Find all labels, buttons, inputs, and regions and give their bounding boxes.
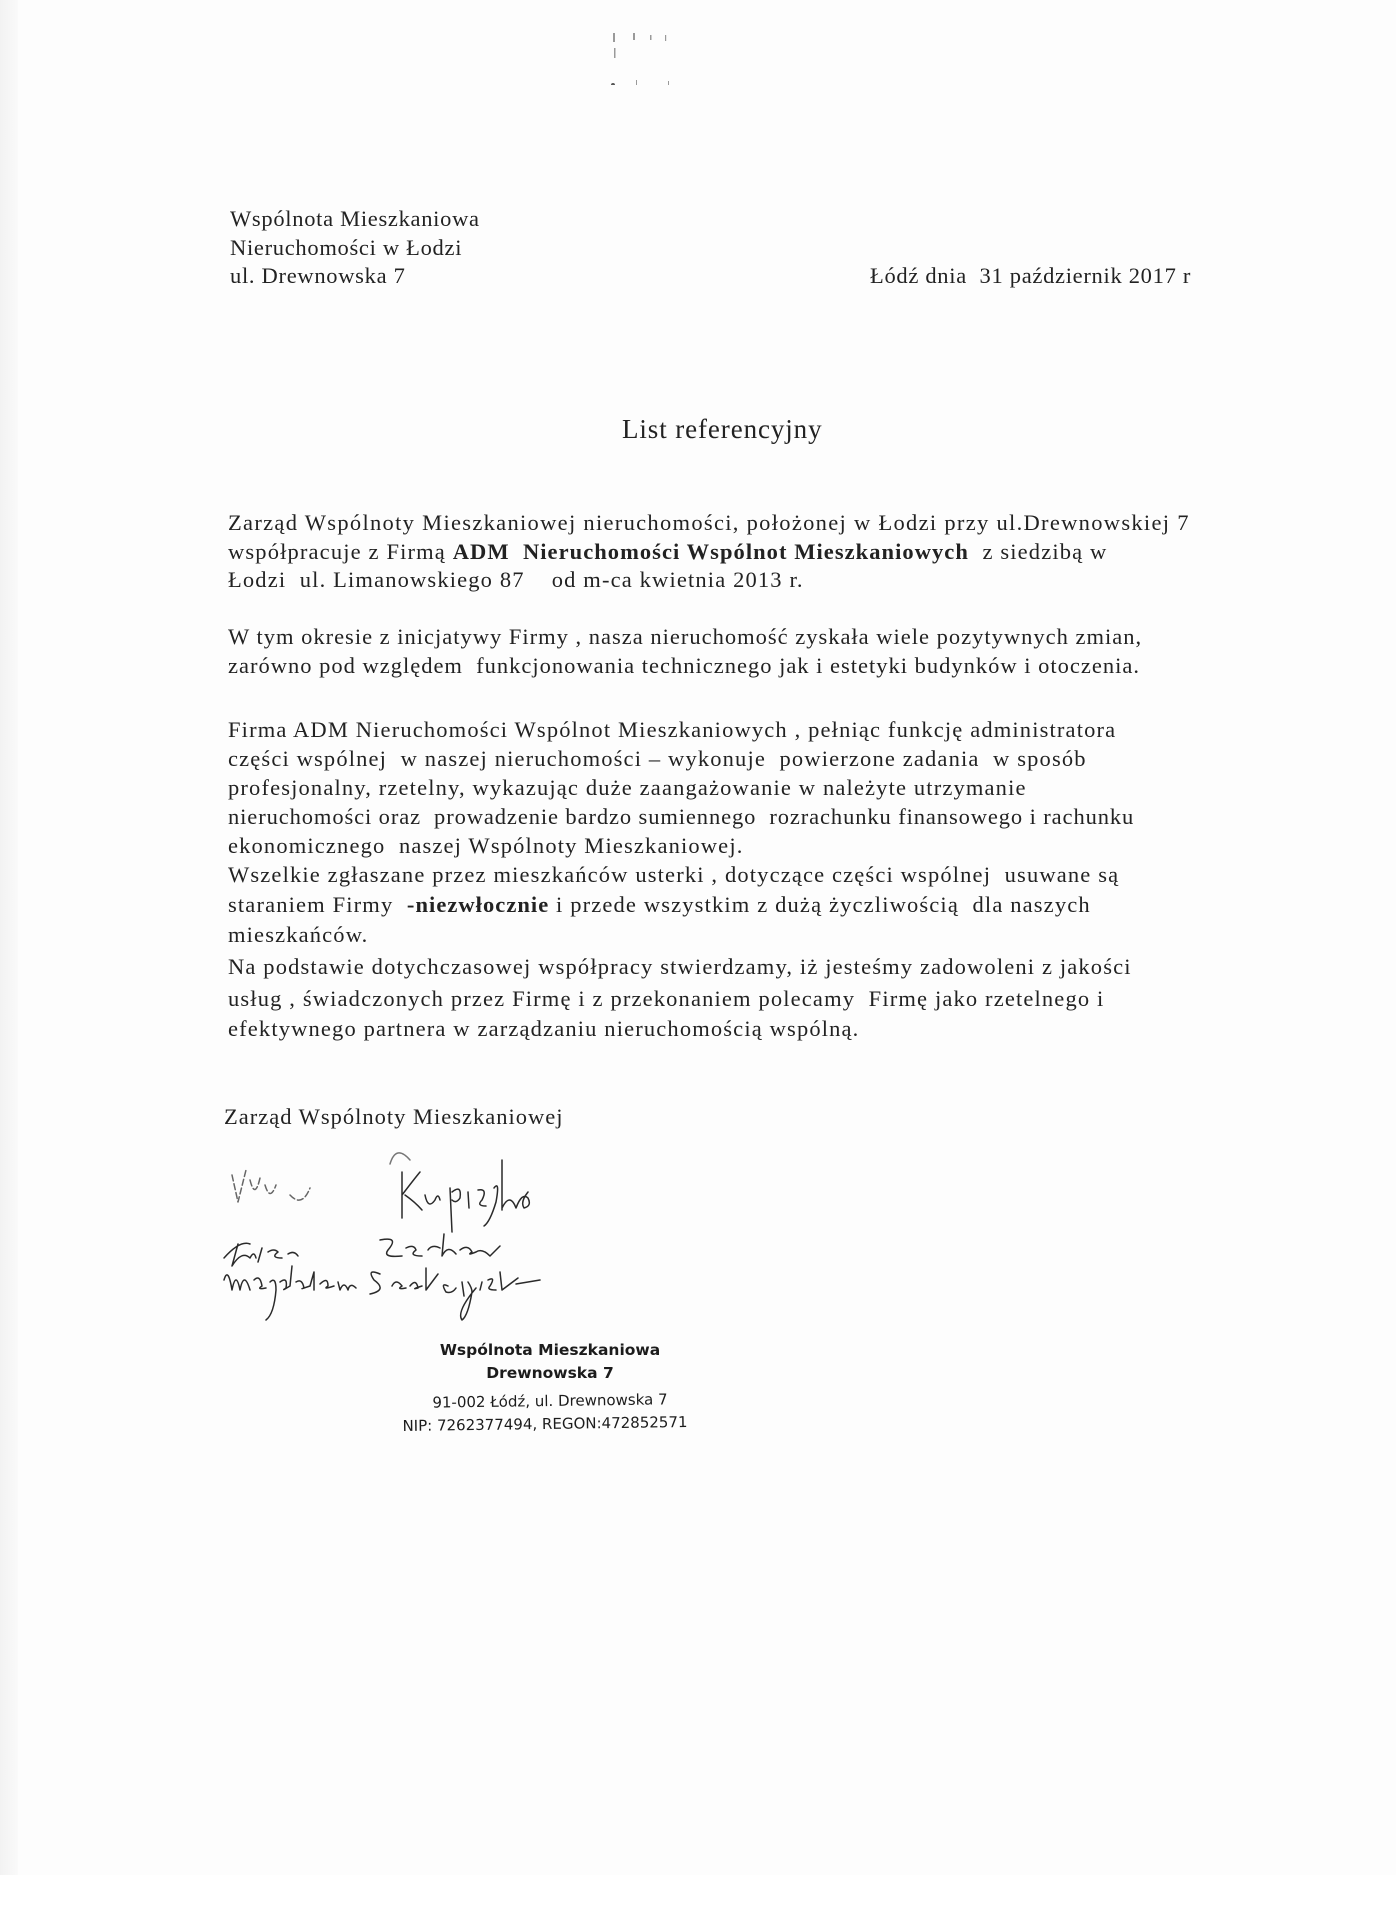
stamp-address: 91-002 Łódź, ul. Drewnowska 7 <box>432 1390 668 1412</box>
signature-1-surname <box>390 1153 529 1232</box>
paragraph-1-line-2 <box>228 541 1107 564</box>
paragraph-1-text: współpracuje z Firmą <box>228 539 453 564</box>
paragraph-1-text: z siedzibą w <box>968 539 1108 564</box>
sender-line-2: Nieruchomości w Łodzi <box>230 235 463 260</box>
closing-signature-label: Zarząd Wspólnoty Mieszkaniowej <box>224 1104 564 1129</box>
paragraph-3-line-2: części wspólnej w naszej nieruchomości – wykonuje powierzone zadania w sposób <box>228 746 1087 771</box>
date-line: Łódź dnia 31 październik 2017 r <box>870 263 1192 288</box>
signature-1 <box>232 1170 310 1202</box>
scan-artifact-marks <box>600 15 700 85</box>
handwritten-signatures <box>210 1140 630 1340</box>
stamp-tax-ids: NIP: 7262377494, REGON:472852571 <box>402 1413 688 1435</box>
sender-line-3: ul. Drewnowska 7 <box>230 263 406 288</box>
stamp-organization-street: Drewnowska 7 <box>486 1364 614 1382</box>
paragraph-5-line-3: efektywnego partnera w zarządzaniu nieruchomością wspólną. <box>228 1016 860 1041</box>
paragraph-3-line-1: Firma ADM Nieruchomości Wspólnot Mieszkaniowych , pełniąc funkcję administratora <box>228 717 1117 742</box>
paragraph-2-line-1: W tym okresie z inicjatywy Firmy , nasza nieruchomość zyskała wiele pozytywnych zmian, <box>228 624 1143 649</box>
paragraph-3-line-3: profesjonalny, rzetelny, wykazując duże zaangażowanie w należyte utrzymanie <box>228 775 1027 800</box>
company-name-bold: ADM Nieruchomości Wspólnot Mieszkaniowych <box>452 539 969 564</box>
paragraph-4-line-1: Wszelkie zgłaszane przez mieszkańców usterki , dotyczące części wspólnej usuwane są <box>228 862 1120 887</box>
paragraph-3-line-4: nieruchomości oraz prowadzenie bardzo sumiennego rozrachunku finansowego i rachunku <box>228 804 1135 829</box>
paragraph-4-line-2 <box>228 894 1091 917</box>
paragraph-1-line-1: Zarząd Wspólnoty Mieszkaniowej nieruchomości, położonej w Łodzi przy ul.Drewnowskiej 7 <box>228 510 1190 535</box>
scan-page-edge <box>0 0 18 1875</box>
signature-3 <box>224 1266 540 1320</box>
document-title: List referencyjny <box>622 414 823 444</box>
paragraph-3-line-5: ekonomicznego naszej Wspólnoty Mieszkaniowej. <box>228 833 744 858</box>
paragraph-1-line-3: Łodzi ul. Limanowskiego 87 od m-ca kwietnia 2013 r. <box>228 567 804 592</box>
sender-line-1: Wspólnota Mieszkaniowa <box>230 206 480 231</box>
paragraph-5-line-2: usług , świadczonych przez Firmę i z przekonaniem polecamy Firmę jako rzetelnego i <box>228 986 1105 1011</box>
emphasis-bold: -niezwłocznie <box>406 892 550 917</box>
paragraph-4-text: staraniem Firmy <box>228 892 407 917</box>
signature-2 <box>224 1234 500 1266</box>
paragraph-4-line-3: mieszkańców. <box>228 922 369 947</box>
stamp-organization-name: Wspólnota Mieszkaniowa <box>439 1341 661 1359</box>
paragraph-4-text: i przede wszystkim z dużą życzliwością dla naszych <box>549 892 1091 917</box>
paragraph-5-line-1: Na podstawie dotychczasowej współpracy stwierdzamy, iż jesteśmy zadowoleni z jakości <box>228 954 1132 979</box>
paragraph-2-line-2: zarówno pod względem funkcjonowania technicznego jak i estetyki budynków i otoczenia. <box>228 653 1140 678</box>
scan-bottom-margin <box>0 1875 1396 1920</box>
